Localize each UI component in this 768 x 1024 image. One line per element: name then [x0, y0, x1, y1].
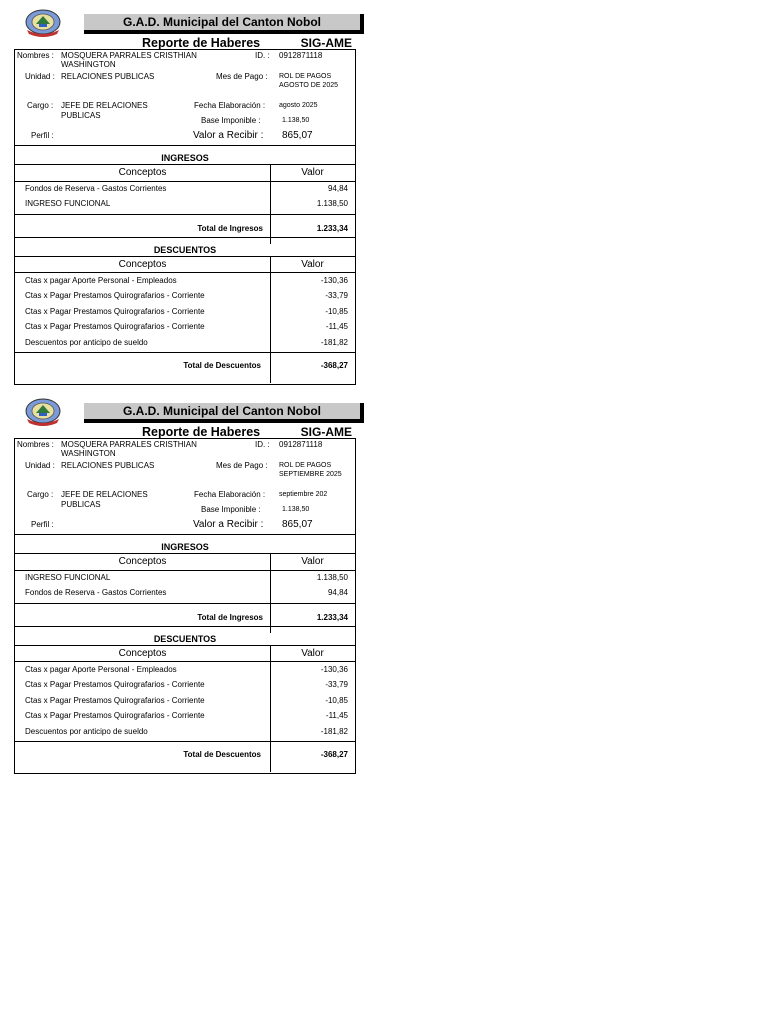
- descuento-row-valor: -11,45: [325, 322, 348, 331]
- total-descuentos-value: -368,27: [320, 750, 348, 759]
- mes-pago-label: Mes de Pago :: [216, 461, 268, 470]
- perfil-label: Perfil :: [31, 520, 54, 529]
- ingreso-row-valor: 1.138,50: [316, 573, 348, 582]
- ingresos-col-conceptos: Conceptos: [118, 556, 167, 567]
- base-imponible-label: Base Imponible :: [201, 505, 261, 514]
- descuentos-section-title: DESCUENTOS: [153, 245, 217, 255]
- nombres-value-line2: WASHINGTON: [61, 449, 116, 458]
- total-ingresos-value: 1.233,34: [316, 613, 348, 622]
- unidad-value: RELACIONES PUBLICAS: [61, 72, 155, 81]
- descuento-row-valor: -130,36: [320, 276, 348, 285]
- total-ingresos-label: Total de Ingresos: [197, 224, 263, 233]
- ingreso-row-concepto: Fondos de Reserva - Gastos Corrientes: [25, 184, 167, 193]
- divider: [15, 534, 355, 535]
- fecha-elaboracion-label: Fecha Elaboración :: [194, 101, 266, 110]
- ingreso-row-concepto: INGRESO FUNCIONAL: [25, 199, 111, 208]
- cargo-value-line1: JEFE DE RELACIONES: [61, 101, 148, 110]
- fecha-elaboracion-value: septiembre 202: [279, 491, 328, 498]
- divider: [15, 570, 355, 571]
- mes-pago-value-line2: AGOSTO DE 2025: [279, 82, 339, 89]
- fecha-elaboracion-value: agosto 2025: [279, 102, 318, 109]
- mes-pago-value-line1: ROL DE PAGOS: [279, 73, 332, 80]
- nombres-label: Nombres :: [17, 51, 54, 60]
- divider: [15, 661, 355, 662]
- descuento-row-concepto: Ctas x Pagar Prestamos Quirografarios - Corriente: [25, 307, 205, 316]
- ingresos-col-valor: Valor: [301, 167, 324, 178]
- divider: [15, 272, 355, 273]
- perfil-label: Perfil :: [31, 131, 54, 140]
- descuento-row-concepto: Ctas x pagar Aporte Personal - Empleados: [25, 276, 177, 285]
- descuento-row-valor: -10,85: [325, 307, 348, 316]
- org-title-banner: G.A.D. Municipal del Canton Nobol: [84, 403, 364, 423]
- org-title-banner: G.A.D. Municipal del Canton Nobol: [84, 14, 364, 34]
- report-title: Reporte de Haberes: [142, 425, 261, 439]
- descuento-row-concepto: Ctas x Pagar Prestamos Quirografarios - Corriente: [25, 696, 205, 705]
- nombres-value-line2: WASHINGTON: [61, 60, 116, 69]
- divider: [15, 741, 355, 742]
- total-descuentos-label: Total de Descuentos: [183, 361, 261, 370]
- ingreso-row-concepto: INGRESO FUNCIONAL: [25, 573, 111, 582]
- descuento-row-concepto: Ctas x Pagar Prestamos Quirografarios - Corriente: [25, 322, 205, 331]
- ingreso-row-concepto: Fondos de Reserva - Gastos Corrientes: [25, 588, 167, 597]
- base-imponible-label: Base Imponible :: [201, 116, 261, 125]
- cargo-value-line1: JEFE DE RELACIONES: [61, 490, 148, 499]
- base-imponible-value: 1.138,50: [282, 506, 310, 513]
- id-value: 0912871118: [279, 51, 323, 60]
- mes-pago-value-line1: ROL DE PAGOS: [279, 462, 332, 469]
- total-ingresos-label: Total de Ingresos: [197, 613, 263, 622]
- descuento-row-valor: -181,82: [320, 727, 348, 736]
- descuentos-col-valor: Valor: [301, 259, 324, 270]
- valor-recibir-value: 865,07: [282, 130, 313, 141]
- descuento-row-concepto: Ctas x Pagar Prestamos Quirografarios - Corriente: [25, 291, 205, 300]
- ingreso-row-valor: 1.138,50: [316, 199, 348, 208]
- cargo-value-line2: PUBLICAS: [61, 111, 101, 120]
- ingreso-row-valor: 94,84: [327, 588, 348, 597]
- divider: [15, 626, 355, 627]
- valor-recibir-label: Valor a Recibir :: [193, 519, 264, 530]
- total-ingresos-value: 1.233,34: [316, 224, 348, 233]
- valor-recibir-value: 865,07: [282, 519, 313, 530]
- divider: [15, 237, 355, 238]
- report-title: Reporte de Haberes: [142, 36, 261, 50]
- base-imponible-value: 1.138,50: [282, 117, 310, 124]
- municipal-crest-icon: [24, 6, 62, 38]
- total-descuentos-label: Total de Descuentos: [183, 750, 261, 759]
- municipal-crest-icon: [24, 395, 62, 427]
- report-code: SIG-AME: [300, 425, 352, 439]
- descuento-row-valor: -11,45: [325, 711, 348, 720]
- divider: [15, 352, 355, 353]
- unidad-label: Unidad :: [25, 461, 55, 470]
- nombres-label: Nombres :: [17, 440, 54, 449]
- descuento-row-concepto: Ctas x Pagar Prestamos Quirografarios - Corriente: [25, 680, 205, 689]
- descuento-row-concepto: Descuentos por anticipo de sueldo: [25, 338, 148, 347]
- unidad-value: RELACIONES PUBLICAS: [61, 461, 155, 470]
- descuentos-section-title: DESCUENTOS: [153, 634, 217, 644]
- id-label: ID. :: [255, 440, 270, 449]
- descuento-row-concepto: Ctas x Pagar Prestamos Quirografarios - Corriente: [25, 711, 205, 720]
- descuento-row-valor: -181,82: [320, 338, 348, 347]
- report-code: SIG-AME: [300, 36, 352, 50]
- cargo-label: Cargo :: [27, 490, 54, 499]
- ingreso-row-valor: 94,84: [327, 184, 348, 193]
- valor-recibir-label: Valor a Recibir :: [193, 130, 264, 141]
- descuento-row-valor: -10,85: [325, 696, 348, 705]
- nombres-value-line1: MOSQUERA PARRALES CRISTHIAN: [61, 440, 197, 449]
- divider: [15, 603, 355, 604]
- descuentos-col-conceptos: Conceptos: [118, 648, 167, 659]
- descuento-row-valor: -33,79: [325, 680, 348, 689]
- descuentos-col-valor: Valor: [301, 648, 324, 659]
- payslip-body: [14, 49, 356, 385]
- unidad-label: Unidad :: [25, 72, 55, 81]
- divider: [15, 181, 355, 182]
- ingresos-section-title: INGRESOS: [161, 153, 209, 163]
- nombres-value-line1: MOSQUERA PARRALES CRISTHIAN: [61, 51, 197, 60]
- divider: [15, 256, 355, 257]
- divider: [15, 214, 355, 215]
- ingresos-col-valor: Valor: [301, 556, 324, 567]
- mes-pago-label: Mes de Pago :: [216, 72, 268, 81]
- descuento-row-valor: -130,36: [320, 665, 348, 674]
- descuentos-col-conceptos: Conceptos: [118, 259, 167, 270]
- payslip-body: [14, 438, 356, 774]
- mes-pago-value-line2: SEPTIEMBRE 2025: [279, 471, 342, 478]
- id-label: ID. :: [255, 51, 270, 60]
- descuento-row-concepto: Descuentos por anticipo de sueldo: [25, 727, 148, 736]
- cargo-label: Cargo :: [27, 101, 54, 110]
- id-value: 0912871118: [279, 440, 323, 449]
- descuento-row-valor: -33,79: [325, 291, 348, 300]
- descuento-row-concepto: Ctas x pagar Aporte Personal - Empleados: [25, 665, 177, 674]
- ingresos-col-conceptos: Conceptos: [118, 167, 167, 178]
- payslip-september: [14, 395, 356, 775]
- payslip-august: [14, 6, 356, 386]
- divider: [15, 164, 355, 165]
- divider: [15, 553, 355, 554]
- divider: [15, 645, 355, 646]
- fecha-elaboracion-label: Fecha Elaboración :: [194, 490, 266, 499]
- total-descuentos-value: -368,27: [320, 361, 348, 370]
- divider: [15, 145, 355, 146]
- ingresos-section-title: INGRESOS: [161, 542, 209, 552]
- cargo-value-line2: PUBLICAS: [61, 500, 101, 509]
